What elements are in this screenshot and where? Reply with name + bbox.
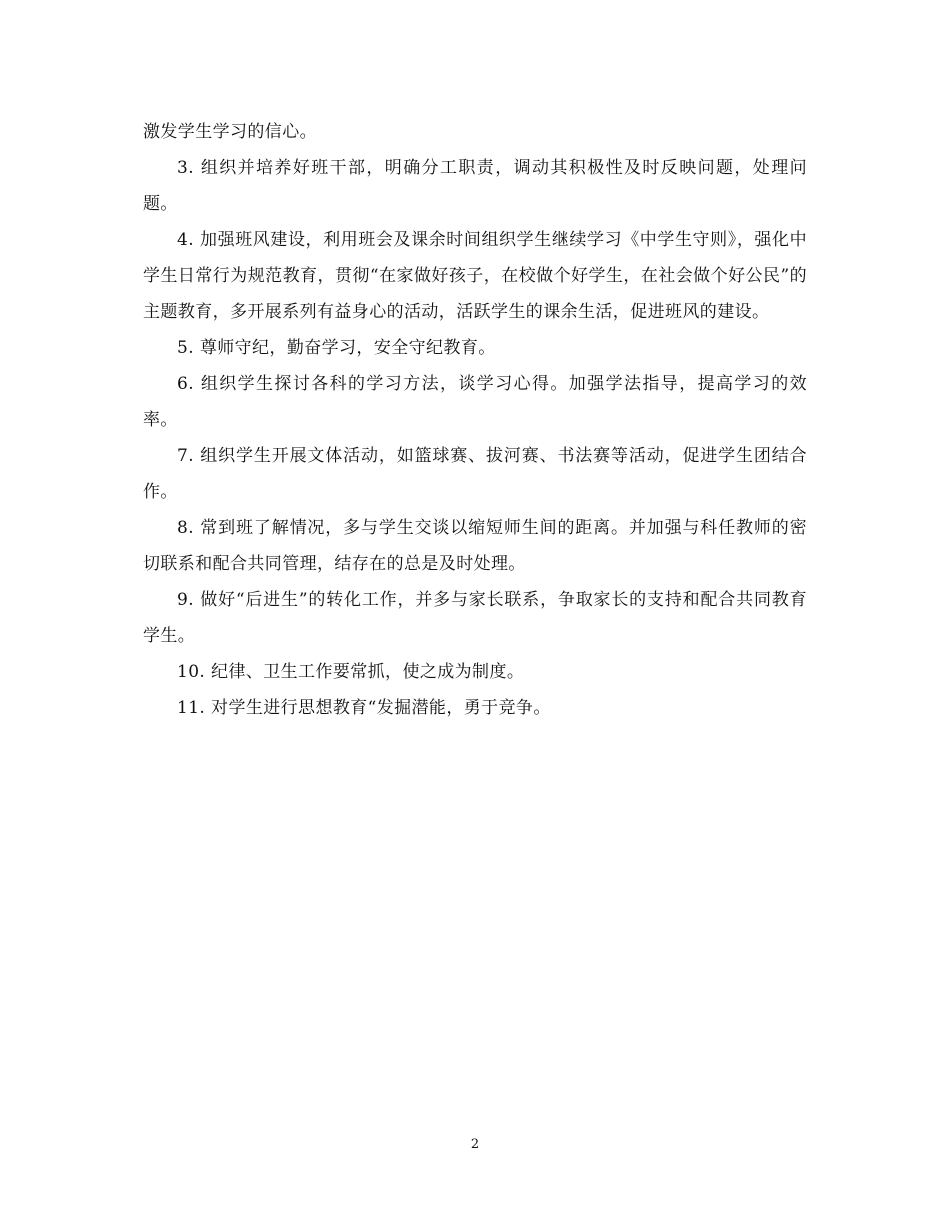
paragraph-item-6: 6. 组织学生探讨各科的学习方法，谈学习心得。加强学法指导，提高学习的效率。 <box>143 374 807 430</box>
paragraph-item-8: 8. 常到班了解情况，多与学生交谈以缩短师生间的距离。并加强与科任教师的密切联系和配合共同管理，结存在的总是及时处理。 <box>143 518 807 574</box>
paragraph-item-9: 9. 做好“后进生”的转化工作，并多与家长联系，争取家长的支持和配合共同教育学生。 <box>143 590 807 646</box>
page-number: 2 <box>470 1137 480 1152</box>
paragraph-item-5: 5. 尊师守纪，勤奋学习，安全守纪教育。 <box>177 338 496 358</box>
document-body <box>143 114 807 726</box>
paragraph-item-7: 7. 组织学生开展文体活动，如篮球赛、拔河赛、书法赛等活动，促进学生团结合作。 <box>143 446 807 502</box>
paragraph-item-10: 10. 纪律、卫生工作要常抓，使之成为制度。 <box>177 662 525 682</box>
paragraph-item-4: 4. 加强班风建设，利用班会及课余时间组织学生继续学习《中学生守则》，强化中学生日常行为规范教育，贯彻“在家做好孩子，在校做个好学生，在社会做个好公民”的主题教育，多开展系列有益身心的活动，活跃学生的课余生活，促进班风的建设。 <box>143 230 807 322</box>
paragraph-item-11: 11. 对学生进行思想教育“发掘潜能，勇于竞争。 <box>177 698 551 718</box>
paragraph-continuation: 激发学生学习的信心。 <box>143 122 317 142</box>
paragraph-item-3: 3. 组织并培养好班干部，明确分工职责，调动其积极性及时反映问题，处理问题。 <box>143 158 807 214</box>
